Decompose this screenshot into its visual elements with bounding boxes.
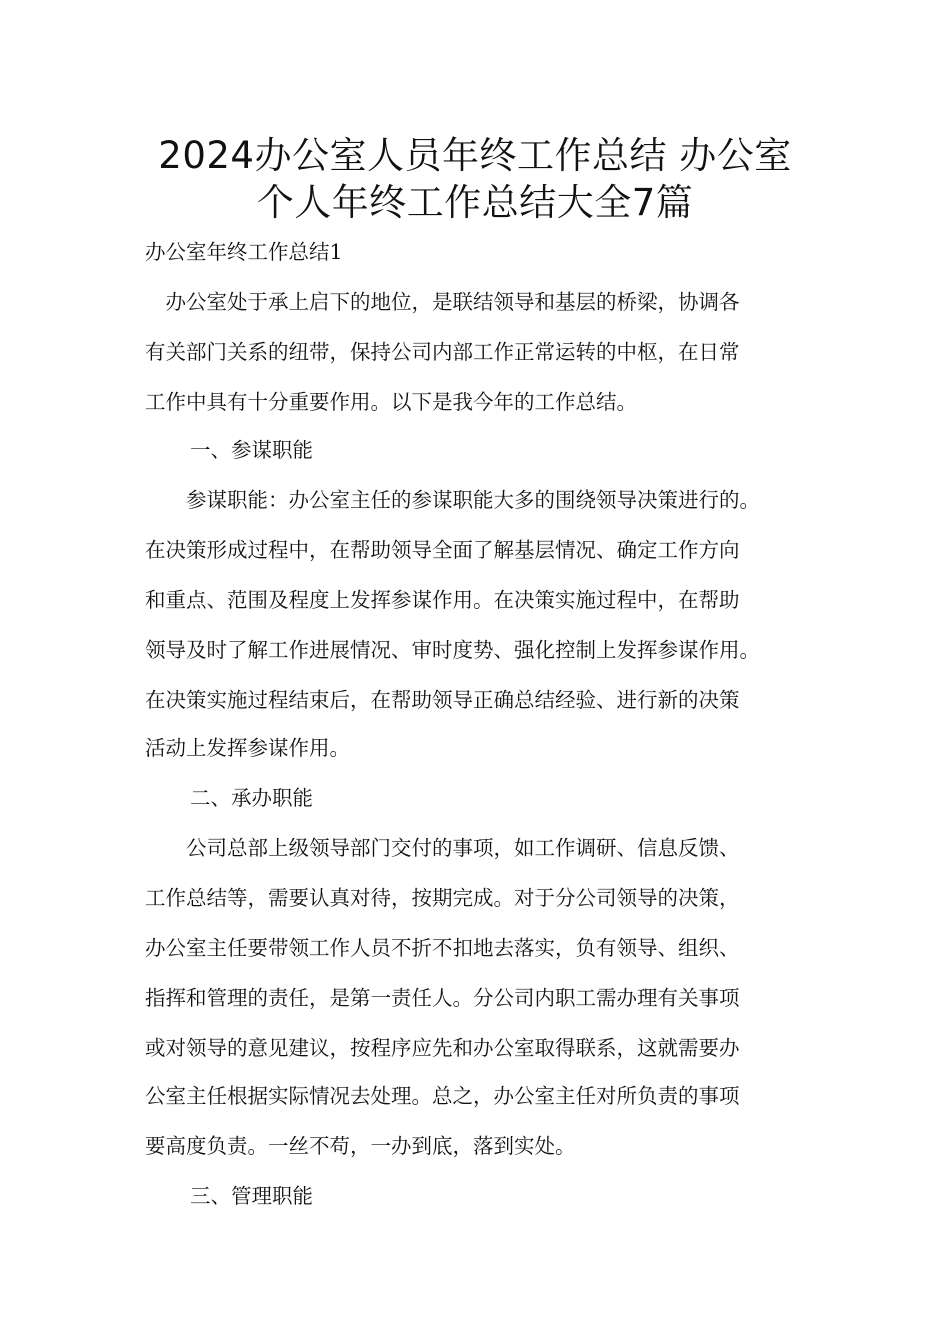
paragraph-line: 工作中具有十分重要作用。以下是我今年的工作总结。 bbox=[145, 390, 637, 414]
paragraph-line: 或对领导的意见建议，按程序应先和办公室取得联系，这就需要办 bbox=[145, 1036, 740, 1060]
section-heading-3: 三、管理职能 bbox=[190, 1184, 313, 1208]
paragraph-line: 指挥和管理的责任，是第一责任人。分公司内职工需办理有关事项 bbox=[145, 986, 740, 1010]
document-title-line-2: 个人年终工作总结大全7篇 bbox=[256, 181, 694, 224]
paragraph-line: 有关部门关系的纽带，保持公司内部工作正常运转的中枢，在日常 bbox=[145, 340, 740, 364]
paragraph-line: 公司总部上级领导部门交付的事项，如工作调研、信息反馈、 bbox=[145, 836, 740, 860]
paragraph-line: 活动上发挥参谋作用。 bbox=[145, 736, 350, 760]
paragraph-line: 在决策实施过程结束后，在帮助领导正确总结经验、进行新的决策 bbox=[145, 688, 740, 712]
section-heading-2: 二、承办职能 bbox=[190, 786, 313, 810]
paragraph-line: 要高度负责。一丝不苟，一办到底，落到实处。 bbox=[145, 1134, 576, 1158]
paragraph-line: 办公室主任要带领工作人员不折不扣地去落实，负有领导、组织、 bbox=[145, 936, 740, 960]
paragraph-line: 和重点、范围及程度上发挥参谋作用。在决策实施过程中，在帮助 bbox=[145, 588, 740, 612]
paragraph-line: 在决策形成过程中，在帮助领导全面了解基层情况、确定工作方向 bbox=[145, 538, 740, 562]
paragraph-line: 领导及时了解工作进展情况、审时度势、强化控制上发挥参谋作用。 bbox=[145, 638, 760, 662]
section-heading-1: 一、参谋职能 bbox=[190, 438, 313, 462]
paragraph-line: 工作总结等，需要认真对待，按期完成。对于分公司领导的决策， bbox=[145, 886, 740, 910]
paragraph-line: 参谋职能：办公室主任的参谋职能大多的围绕领导决策进行的。 bbox=[145, 488, 760, 512]
paragraph-line: 公室主任根据实际情况去处理。总之，办公室主任对所负责的事项 bbox=[145, 1084, 740, 1108]
document-title-line-1: 2024办公室人员年终工作总结 办公室 bbox=[158, 134, 792, 177]
section-subtitle: 办公室年终工作总结1 bbox=[145, 240, 343, 264]
paragraph-line: 办公室处于承上启下的地位，是联结领导和基层的桥梁，协调各 bbox=[145, 290, 740, 314]
